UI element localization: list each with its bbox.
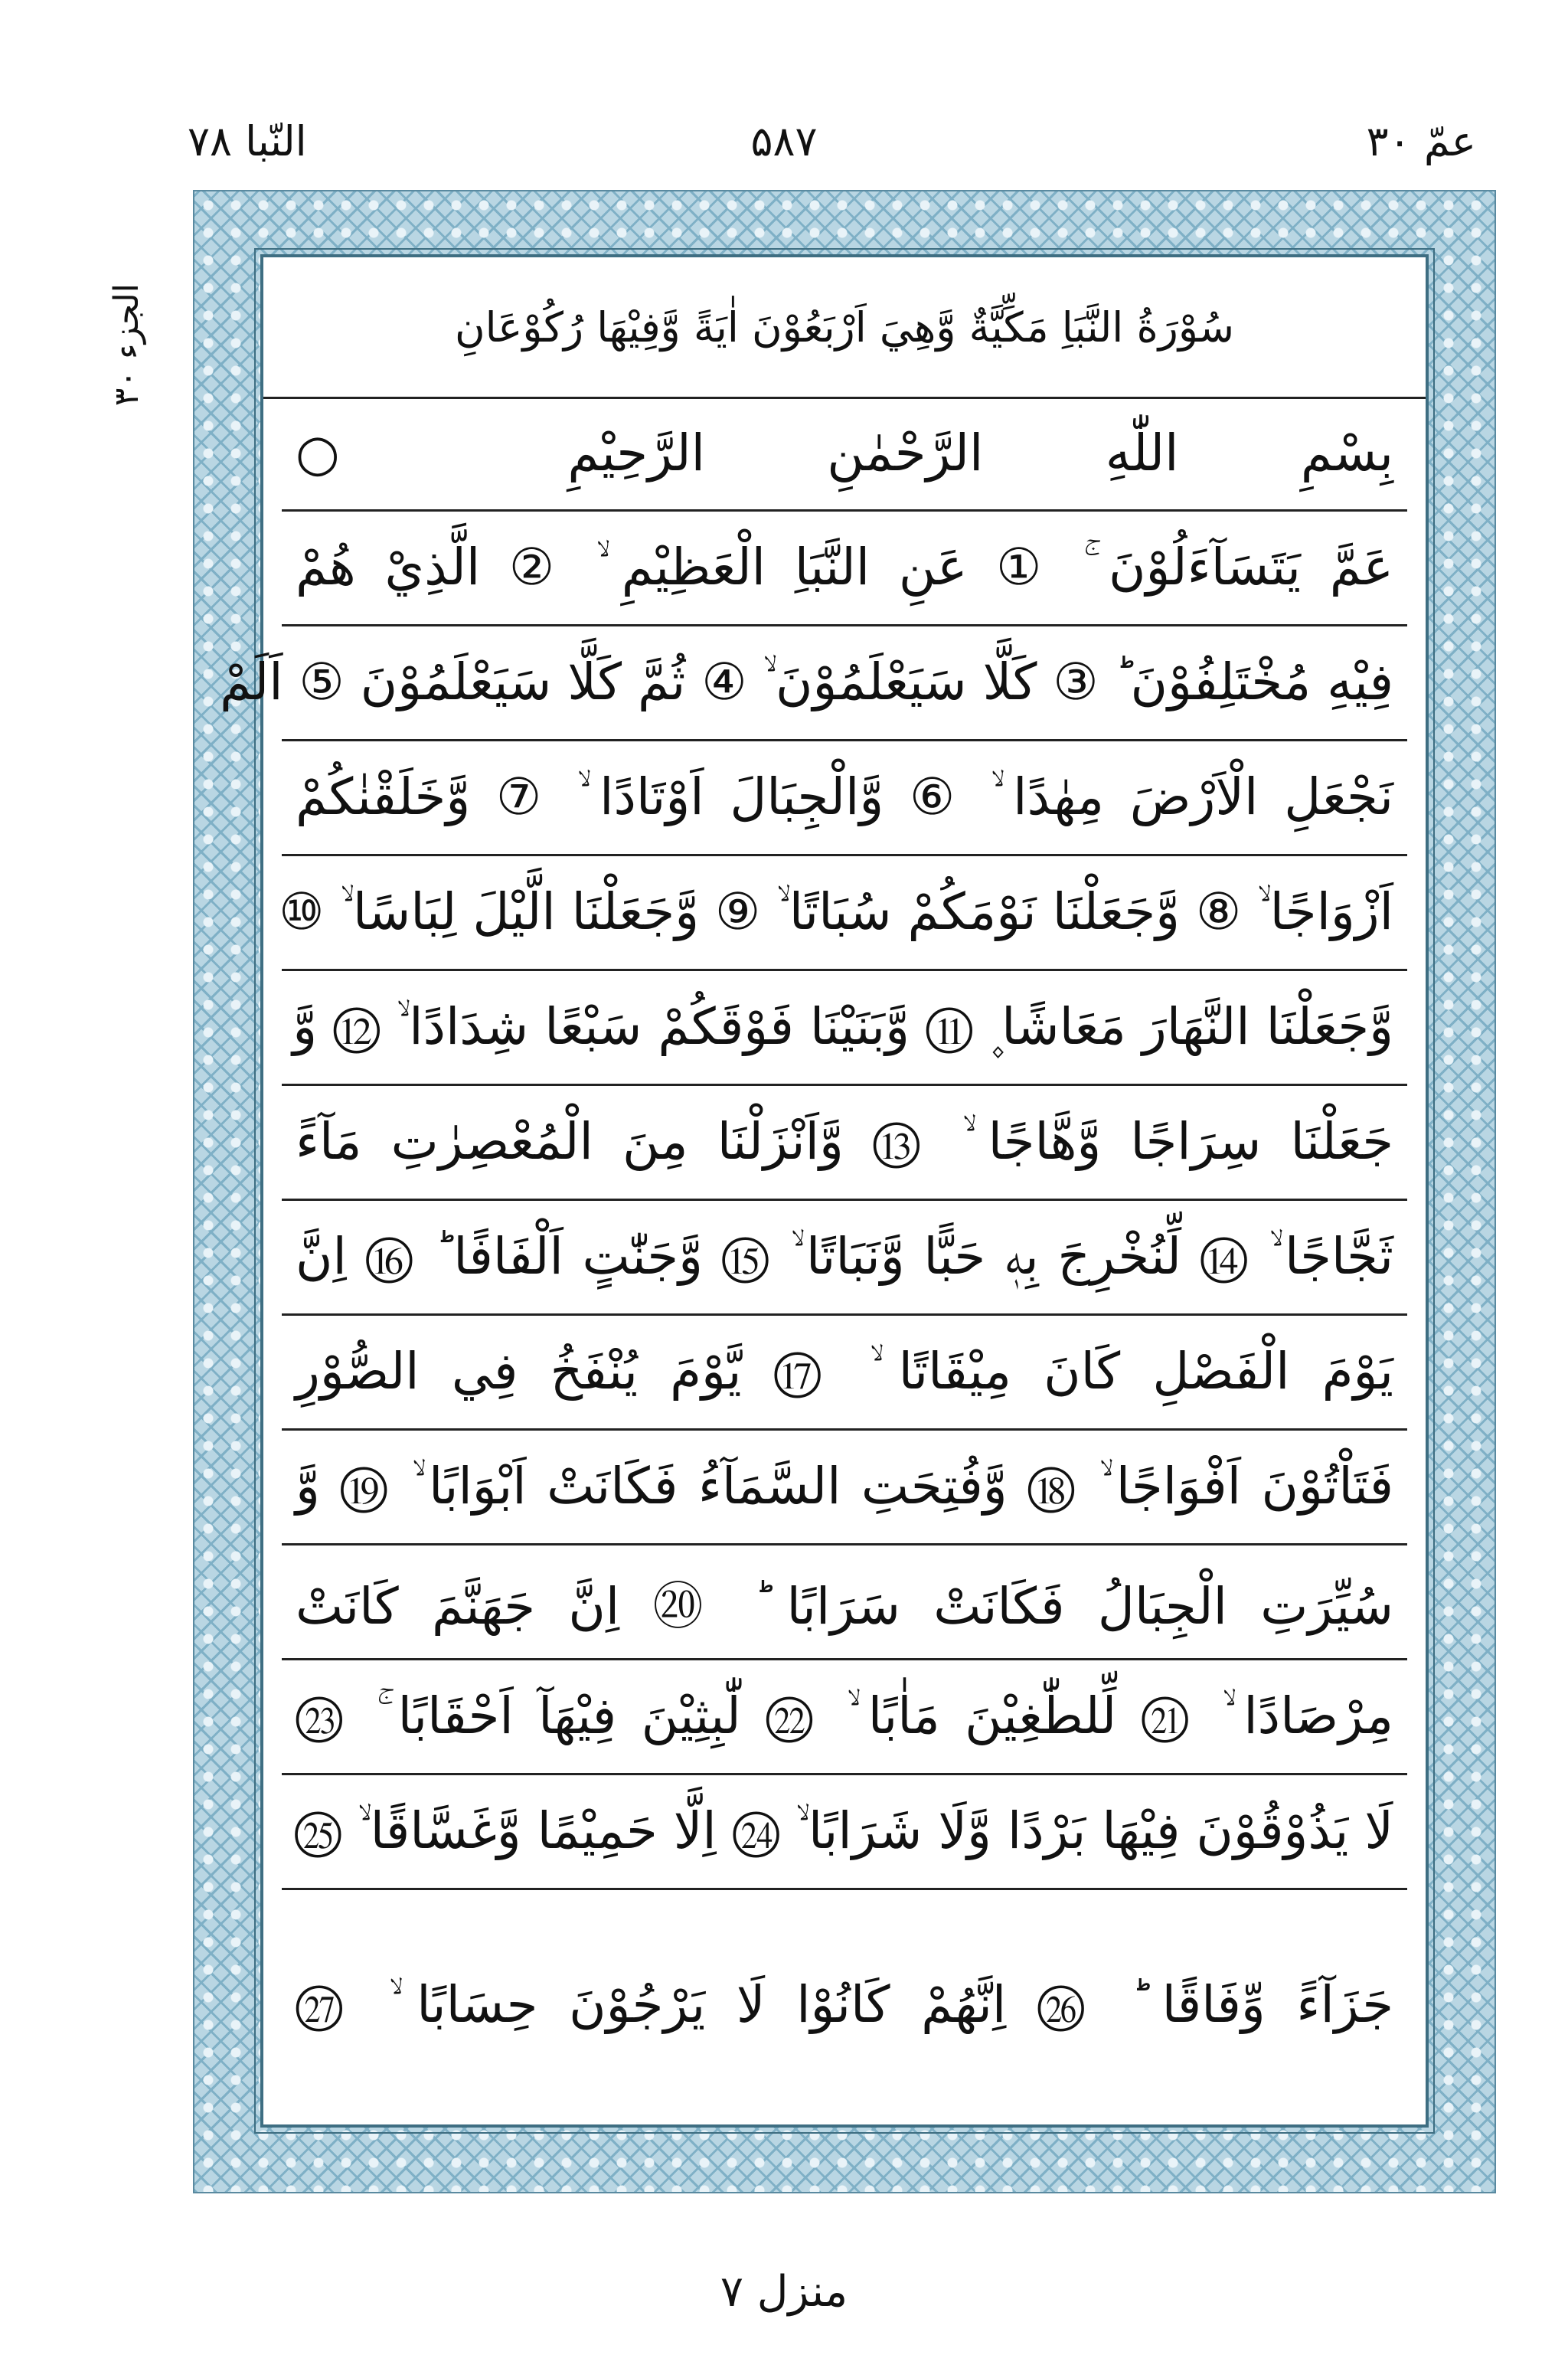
text-panel [220, 254, 1429, 2128]
surah-title-box [263, 257, 1426, 399]
verse-line [282, 397, 1407, 512]
verse-line [282, 1660, 1407, 1775]
verse-line-text: بِسْمِ اللّٰهِ الرَّحْمٰنِ الرَّحِيْمِ ○ [296, 424, 1393, 482]
verse-line [282, 1201, 1407, 1316]
verse-line [282, 1545, 1407, 1660]
verse-line-text: وَّجَعَلْنَا النَّهَارَ مَعَاشًا ۪ ⑪ وَّبَنَيْنَا فَوْقَكُمْ سَبْعًا شِدَادًا ۙ ⑫ وَّ [292, 997, 1393, 1056]
verse-line [279, 856, 1407, 971]
verse-line [282, 1086, 1407, 1201]
verse-line [282, 512, 1407, 626]
header-juz-label: عمّ ٣٠ [1366, 117, 1476, 165]
verse-line-text: جَزَآءً وِّفَاقًا ؕ ㉖ اِنَّهُمْ كَانُوْا لَا يَرْجُوْنَ حِسَابًا ۙ ㉗ [296, 1974, 1393, 2034]
page-number: ۵٨٧ [750, 117, 818, 165]
manzil-footer: منزل ٧ [720, 2267, 848, 2317]
verse-line [282, 1316, 1407, 1431]
side-juz-label: الجزء ٣٠ [107, 283, 146, 407]
verse-line [282, 1775, 1407, 1890]
verse-line-text: مِرْصَادًا ۙ ㉑ لِّلطّٰغِيْنَ مَاٰبًا ۙ ㉒ لّٰبِثِيْنَ فِيْهَآ اَحْقَابًا ۚ ㉓ [296, 1686, 1393, 1745]
verse-line-text: جَعَلْنَا سِرَاجًا وَّهَّاجًا ۙ ⑬ وَّاَنْزَلْنَا مِنَ الْمُعْصِرٰتِ مَآءً [296, 1112, 1393, 1171]
verse-line [220, 626, 1407, 741]
verse-line [282, 1431, 1407, 1545]
verse-line-text: سُيِّرَتِ الْجِبَالُ فَكَانَتْ سَرَابًا ؕ ⑳ اِنَّ جَهَنَّمَ كَانَتْ [296, 1577, 1393, 1636]
verse-line-text: لَا يَذُوْقُوْنَ فِيْهَا بَرْدًا وَّلَا شَرَابًا ۙ ㉔ اِلَّا حَمِيْمًا وَّغَسَّاقًا ۙ ㉕ [294, 1801, 1393, 1860]
verse-line-text: فَتَاْتُوْنَ اَفْوَاجًا ۙ ⑱ وَّفُتِحَتِ السَّمَآءُ فَكَانَتْ اَبْوَابًا ۙ ⑲ وَّ [296, 1457, 1393, 1516]
surah-title: سُوْرَةُ النَّبَاِ مَكِّيَّةٌ وَّهِيَ اَرْبَعُوْنَ اٰيَةً وَّفِيْهَا رُكُوْعَانِ [455, 303, 1234, 352]
verse-line-text: ثَجَّاجًا ۙ ⑭ لِّنُخْرِجَ بِهٖ حَبًّا وَّنَبَاتًا ۙ ⑮ وَّجَنّٰتٍ اَلْفَافًا ؕ ⑯ اِنَّ [296, 1227, 1393, 1286]
verse-line [282, 1890, 1407, 2120]
verse-line-text: اَزْوَاجًا ۙ ⑧ وَّجَعَلْنَا نَوْمَكُمْ سُبَاتًا ۙ ⑨ وَّجَعَلْنَا الَّيْلَ لِبَاسًا ۙ ⑩ [279, 882, 1393, 941]
verse-line-text: نَجْعَلِ الْاَرْضَ مِهٰدًا ۙ ⑥ وَّالْجِبَالَ اَوْتَادًا ۙ ⑦ وَّخَلَقْنٰكُمْ [296, 767, 1393, 826]
verse-line [282, 741, 1407, 856]
verse-line-text: عَمَّ يَتَسَآءَلُوْنَ ۚ ① عَنِ النَّبَاِ الْعَظِيْمِ ۙ ② الَّذِيْ هُمْ [296, 538, 1393, 597]
verse-line [282, 971, 1407, 1086]
header-surah-label: النّبا ٧٨ [188, 117, 307, 165]
verse-line-text: فِيْهِ مُخْتَلِفُوْنَ ؕ ③ كَلَّا سَيَعْلَمُوْنَ ۙ ④ ثُمَّ كَلَّا سَيَعْلَمُوْنَ ⑤ اَلَمْ [220, 653, 1393, 711]
verse-line-text: يَوْمَ الْفَصْلِ كَانَ مِيْقَاتًا ۙ ⑰ يَّوْمَ يُنْفَخُ فِي الصُّوْرِ [296, 1342, 1393, 1401]
